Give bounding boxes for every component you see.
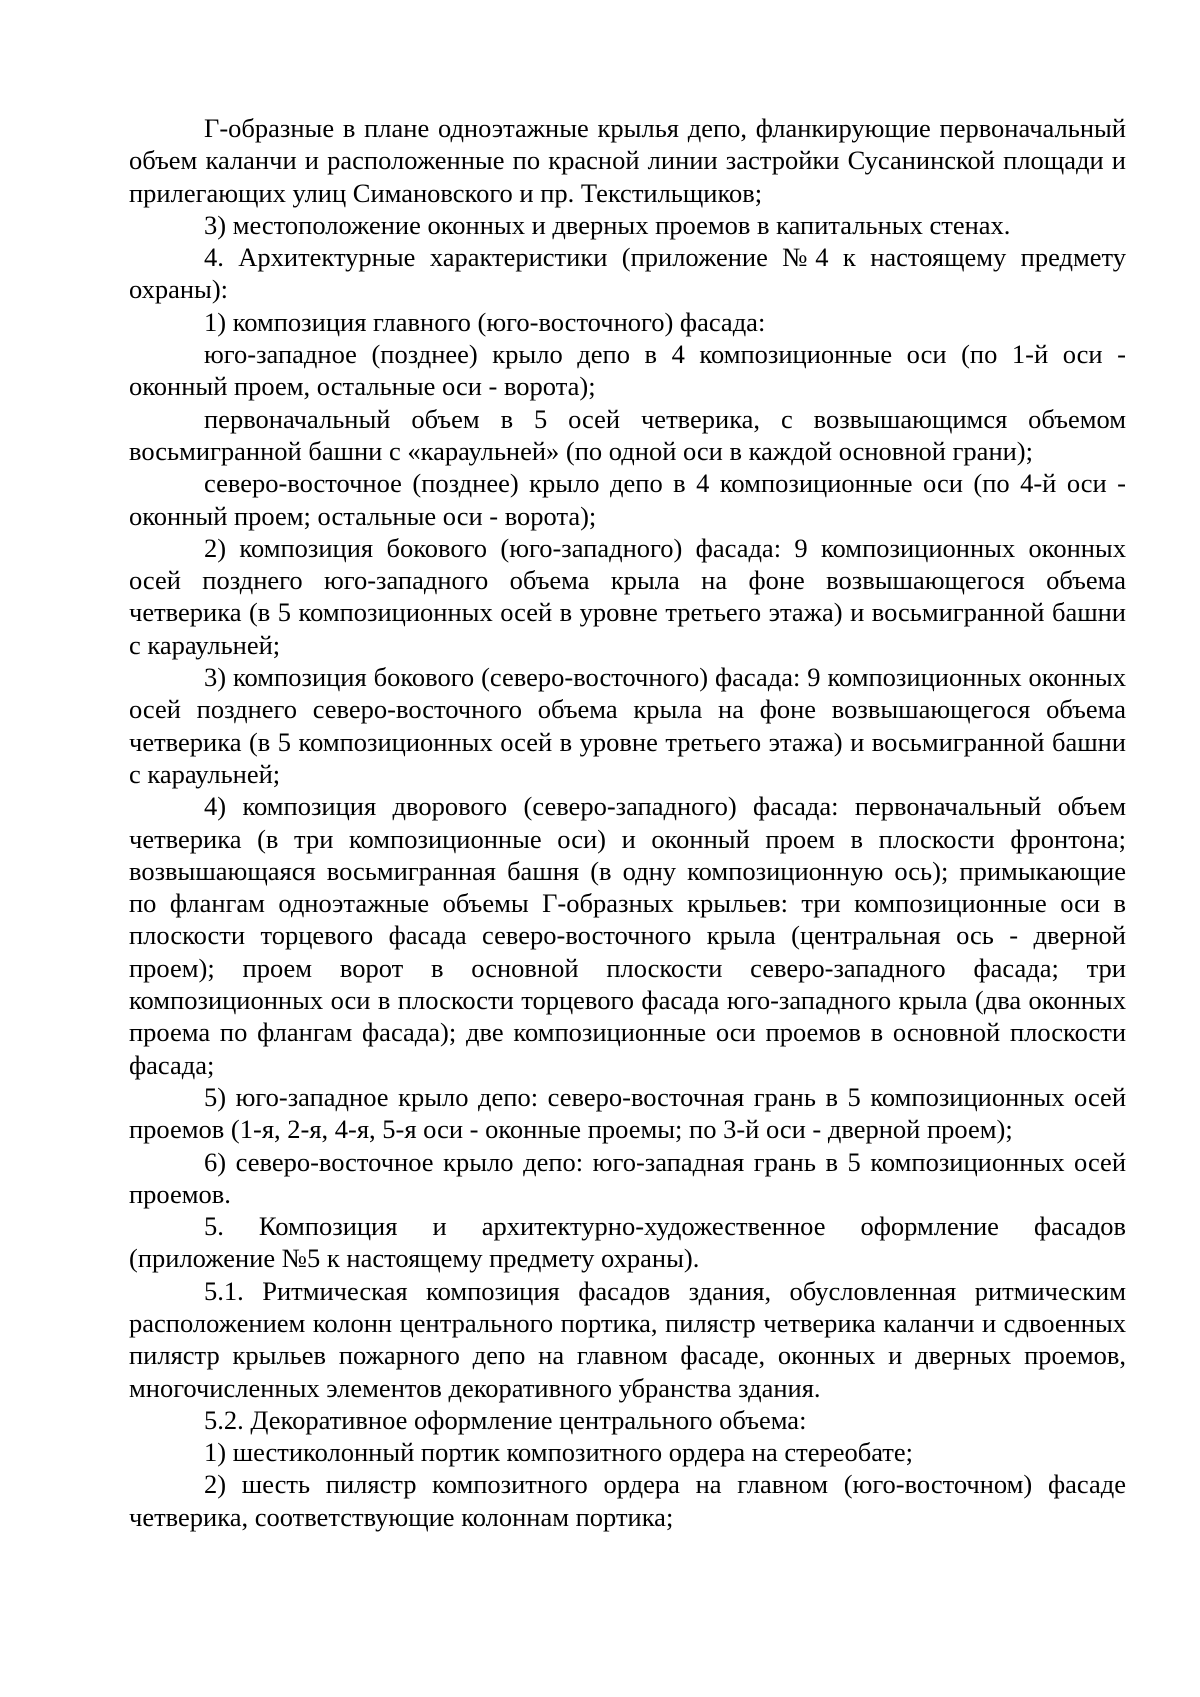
- paragraph-southwest-wing-axes: юго-западное (позднее) крыло депо в 4 композиционные оси (по 1-й оси - оконный проем, остальные оси - ворота);: [129, 339, 1126, 402]
- paragraph-northeast-wing-face: 6) северо-восточное крыло депо: юго-западная грань в 5 композиционных осей проемов.: [129, 1146, 1126, 1209]
- paragraph-southwest-wing-face: 5) юго-западное крыло депо: северо-восточная грань в 5 композиционных осей проемов (1-я, 2-я, 4-я, 5-я оси - оконные проемы; по 3-й оси - дверной проем);: [129, 1081, 1126, 1145]
- paragraph-six-pilasters: 2) шесть пилястр композитного ордера на главном (юго-восточном) фасаде четверика, соответствующие колоннам портика;: [129, 1469, 1126, 1532]
- paragraph-central-volume-decoration: 5.2. Декоративное оформление центрального объема:: [204, 1404, 807, 1435]
- document-page: [129, 112, 1126, 1533]
- paragraph-main-facade-composition: 1) композиция главного (юго-восточного) фасада:: [204, 306, 766, 337]
- paragraph-architectural-characteristics: 4. Архитектурные характеристики (приложение №4 к настоящему предмету охраны):: [129, 242, 1126, 305]
- paragraph-facade-composition-decoration: 5. Композиция и архитектурно-художественное оформление фасадов (приложение №5 к настоящему предмету охраны).: [129, 1211, 1126, 1274]
- paragraph-openings-location: 3) местоположение оконных и дверных проемов в капитальных стенах.: [204, 209, 1011, 240]
- paragraph-courtyard-facade: 4) композиция дворового (северо-западного) фасада: первоначальный объем четверика (в три композиционные оси) и оконный проем в плоскости фронтона; возвышающаяся восьмигранная башня (в одну композиционную ось); примыкающие по флангам одноэтажные объемы Г-образных крыльев: три композиционные оси в плоскости торцевого фасада северо-восточного крыла (центральная ось - дверной проем); проем ворот в основной плоскости северо-западного фасада; три композиционных оси в плоскости торцевого фасада юго-западного крыла (два оконных проема по флангам фасада); две композиционные оси проемов в основной плоскости фасада;: [129, 791, 1126, 1080]
- paragraph-northeast-wing-axes: северо-восточное (позднее) крыло депо в 4 композиционные оси (по 4-й оси - оконный проем; остальные оси - ворота);: [129, 468, 1126, 531]
- paragraph-original-volume: первоначальный объем в 5 осей четверика, с возвышающимся объемом восьмигранной башни с «караульней» (по одной оси в каждой основной грани);: [129, 403, 1126, 466]
- paragraph-l-shaped-wings: Г-образные в плане одноэтажные крылья депо, фланкирующие первоначальный объем каланчи и расположенные по красной линии застройки Сусанинской площади и прилегающих улиц Симановского и пр. Текстильщиков;: [129, 113, 1126, 208]
- paragraph-side-northeast-facade: 3) композиция бокового (северо-восточного) фасада: 9 композиционных оконных осей позднего северо-восточного объема крыла на фоне возвышающегося объема четверика (в 5 композиционных осей в уровне третьего этажа) и восьмигранной башни с караульней;: [129, 662, 1126, 789]
- paragraph-rhythmic-composition: 5.1. Ритмическая композиция фасадов здания, обусловленная ритмическим расположением колонн центрального портика, пилястр четверика каланчи и сдвоенных пилястр крыльев пожарного депо на главном фасаде, оконных и дверных проемов, многочисленных элементов декоративного убранства здания.: [129, 1275, 1126, 1403]
- paragraph-six-column-portico: 1) шестиколонный портик композитного ордера на стереобате;: [204, 1437, 913, 1468]
- paragraph-side-southwest-facade: 2) композиция бокового (юго-западного) фасада: 9 композиционных оконных осей позднего юго-западного объема крыла на фоне возвышающегося объема четверика (в 5 композиционных осей в уровне третьего этажа) и восьмигранной башни с караульней;: [129, 532, 1126, 660]
